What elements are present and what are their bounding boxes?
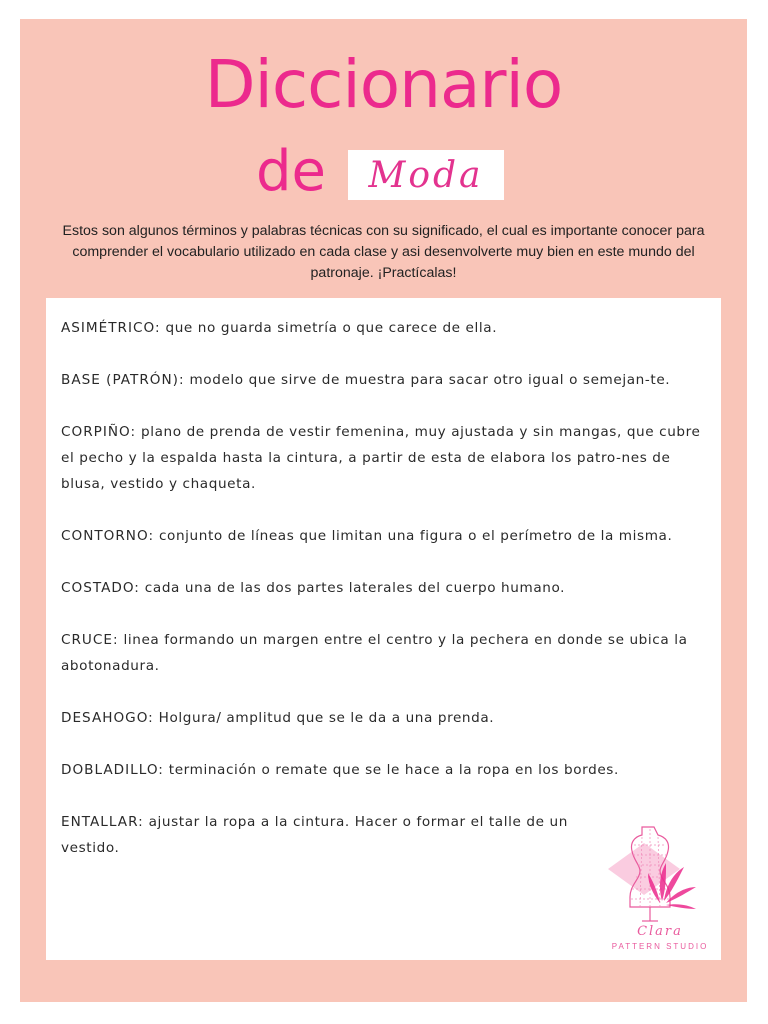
- intro-paragraph: Estos son algunos términos y palabras técnicas con su significado, el cual es importante conocer para comprender el vocabulario utilizado en cada clase y asi desenvolverte muy bien en este mundo del patronaje. ¡Practícalas!: [62, 223, 705, 281]
- entry-term: COSTADO:: [61, 580, 140, 596]
- page-background: [20, 19, 747, 1002]
- entry-definition: Holgura/ amplitud que se le da a una prenda.: [153, 710, 495, 726]
- glossary-entry-desahogo: [61, 705, 709, 731]
- dress-form-icon: [600, 821, 720, 926]
- entry-term: CRUCE:: [61, 632, 119, 648]
- logo-subtitle: PATTERN STUDIO: [611, 942, 709, 951]
- glossary-entry-costado: [61, 575, 709, 601]
- entry-term: BASE (PATRÓN):: [61, 372, 185, 388]
- entry-term: DESAHOGO:: [61, 710, 154, 726]
- entry-definition: ajustar la ropa a la cintura. Hacer o formar el talle de un vestido.: [61, 814, 568, 856]
- entry-definition: linea formando un margen entre el centro y la pechera en donde se ubica la abotonadura.: [61, 632, 688, 674]
- glossary-entry-entallar: [61, 809, 581, 861]
- glossary-entry-dobladillo: [61, 757, 709, 783]
- entry-definition: conjunto de líneas que limitan una figura o el perímetro de la misma.: [154, 528, 673, 544]
- glossary-entry-asimetrico: [61, 315, 709, 341]
- glossary-entry-corpino: [61, 419, 709, 497]
- page-title-de: de: [256, 139, 326, 204]
- page-title-diccionario: Diccionario: [204, 46, 563, 123]
- entry-definition: plano de prenda de vestir femenina, muy ajustada y sin mangas, que cubre el pecho y la espalda hasta la cintura, a partir de esta de elabora los patro-nes de blusa, vestido y chaqueta.: [61, 424, 701, 492]
- entry-term: ASIMÉTRICO:: [61, 320, 161, 336]
- page-title-moda: Moda: [348, 150, 504, 200]
- glossary-entry-cruce: [61, 627, 709, 679]
- glossary-entry-base: [61, 367, 709, 393]
- entry-term: ENTALLAR:: [61, 814, 144, 830]
- glossary-entry-contorno: [61, 523, 709, 549]
- entry-term: CONTORNO:: [61, 528, 155, 544]
- entry-term: CORPIÑO:: [61, 424, 137, 440]
- entry-definition: modelo que sirve de muestra para sacar otro igual o semejan-te.: [184, 372, 671, 388]
- entry-definition: que no guarda simetría o que carece de ella.: [160, 320, 498, 336]
- page-title-line2: [256, 137, 504, 207]
- clara-logo: [600, 821, 720, 961]
- logo-name: Clara: [637, 924, 683, 939]
- entry-term: DOBLADILLO:: [61, 762, 164, 778]
- glossary-list: [61, 315, 709, 887]
- entry-definition: terminación o remate que se le hace a la ropa en los bordes.: [163, 762, 619, 778]
- entry-definition: cada una de las dos partes laterales del cuerpo humano.: [139, 580, 566, 596]
